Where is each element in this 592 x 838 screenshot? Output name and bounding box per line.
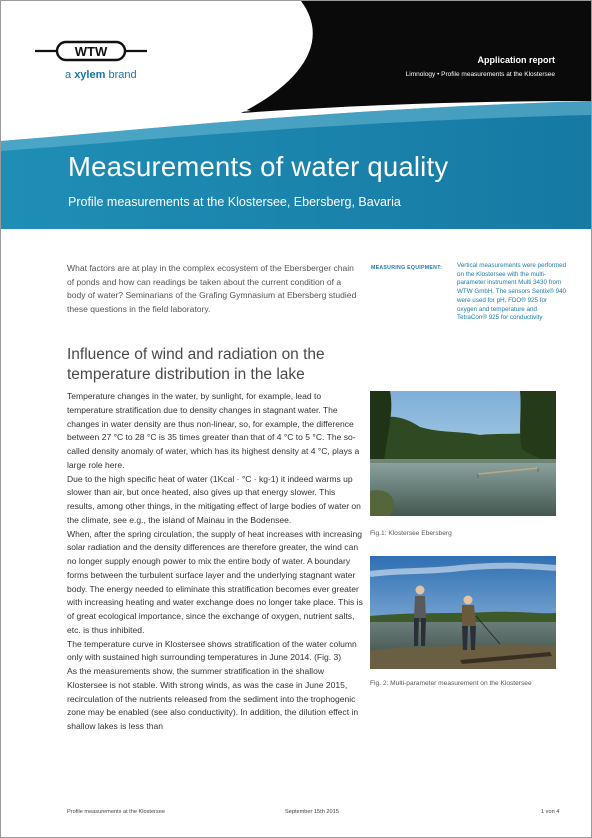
footer-title: Profile measurements at the Klostersee: [67, 809, 165, 815]
report-type: Application report: [477, 55, 555, 65]
equipment-text: Vertical measurements were performed on the Klostersee with the multi-parameter instrument Multi 3430 from WTW GmbH. The sensors Sentix® 940 were used for pH, FDO® 925 for oxygen and temperature and TetraCon® 925 for conductivity: [457, 262, 567, 322]
wtw-logo: [35, 39, 147, 63]
header-banner: [1, 1, 591, 229]
report-subtitle: Limnology • Profile measurements at the Klostersee: [405, 71, 555, 78]
footer-date: September 15th 2015: [285, 809, 339, 815]
page-subtitle: Profile measurements at the Klostersee, Ebersberg, Bavaria: [68, 195, 401, 209]
section-heading: Influence of wind and radiation on the temperature distribution in the lake: [67, 346, 325, 383]
body-paragraph: Temperature changes in the water, by sunlight, for example, lead to temperature stratification due to density changes in stagnant water. The changes in water density are thus non-linear, so, for example, the difference between 27 °C to 28 °C is 35 times greater than that of 4 °C to 5 °C. The so-called density anomaly of water, which has its highest density at 4 °C, plays a large role here.: [67, 391, 360, 470]
body-paragraph: When, after the spring circulation, the supply of heat increases with increasing solar radiation and the density differences are therefore greater, the wind can no longer supply enough power to mix the entire body of water. A boundary forms between the turbulent surface layer and the underlying stagnant water body. The energy needed to eliminate this stratification becomes ever greater with increasing heating and water exchange does no longer take place. This is of great ecological importance, since the exchange of oxygen, nutrient salts, etc. is thus inhibited.: [67, 528, 363, 635]
body-paragraph: The temperature curve in Klostersee shows stratification of the water column only with sustained high surrounding temperatures in June 2014. (Fig. 3): [67, 638, 357, 663]
equipment-label: MEASURING EQUIPMENT:: [371, 265, 443, 271]
brand-tagline: a xylem brand: [65, 69, 137, 81]
figure-caption: Fig.1: Klostersee Ebersberg: [370, 530, 452, 537]
footer-page-number: 1 von 4: [541, 809, 560, 815]
body-paragraph: Due to the high specific heat of water (1Kcal · °C · kg-1) it indeed warms up slower than air, but once heated, also gives up that energy slower. This results, among other things, in the mitigating effect of large bodies of water on the climate, see e.g., the island of Mainau in the Bodensee.: [67, 473, 361, 525]
lake-photo: [370, 391, 556, 516]
body-paragraph: As the measurements show, the summer stratification in the shallow Klostersee is not stable. With strong winds, as was the case in June 2015, recirculation of the nutrients released from the sediment into the trophogenic zone may be enabled (see also conductivity). In addition, the dilution effect in shallow lakes is less than: [67, 666, 359, 731]
figure-caption: Fig. 2: Multi-parameter measurement on the Klostersee: [370, 680, 532, 687]
measurement-photo: [370, 556, 556, 669]
intro-paragraph: What factors are at play in the complex ecosystem of the Ebersberger chain of ponds and how can readings be taken about the current condition of a body of water? Seminarians of the Grafing Gymnasium at Ebersberg studied these questions in the field laboratory.: [67, 263, 357, 314]
page-title: Measurements of water quality: [68, 151, 449, 182]
section-body: [67, 390, 363, 734]
svg-text:WTW: WTW: [74, 44, 108, 59]
